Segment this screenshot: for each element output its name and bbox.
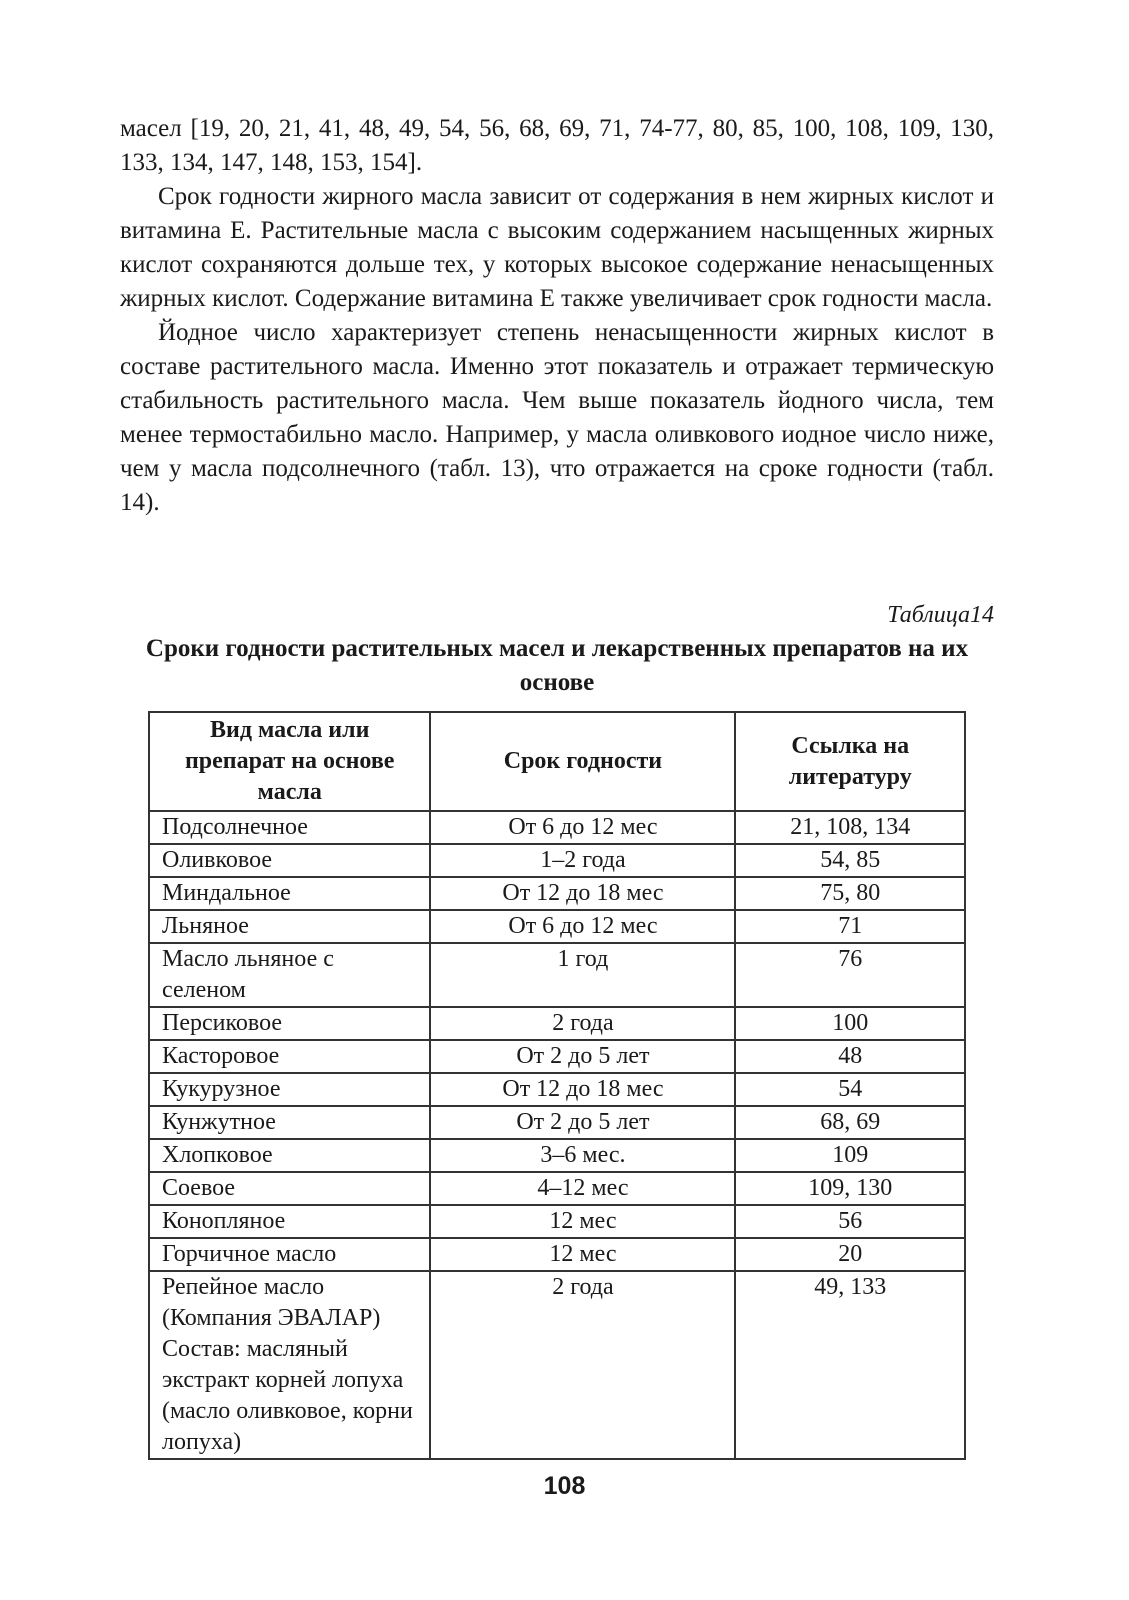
body-text [120, 112, 994, 520]
table-row [149, 1205, 965, 1238]
cell-shelf-life: От 12 до 18 мес [430, 877, 735, 910]
cell-oil-type: Конопляное [149, 1205, 430, 1238]
cell-shelf-life: 12 мес [430, 1238, 735, 1271]
shelf-life-table [148, 711, 966, 1460]
table-label: Таблица14 [887, 602, 994, 628]
cell-reference: 54, 85 [735, 844, 965, 877]
table-row [149, 877, 965, 910]
cell-reference: 68, 69 [735, 1106, 965, 1139]
cell-oil-type: Соевое [149, 1172, 430, 1205]
cell-shelf-life: 1–2 года [430, 844, 735, 877]
table-row [149, 910, 965, 943]
cell-oil-type: Льняное [149, 910, 430, 943]
cell-oil-type: Горчичное масло [149, 1238, 430, 1271]
table-row [149, 943, 965, 1007]
paragraph: масел [19, 20, 21, 41, 48, 49, 54, 56, 68, 69, 71, 74-77, 80, 85, 100, 108, 109, 130, 133, 134, 147, 148, 153, 154]. [120, 115, 994, 176]
paragraph: Йодное число характеризует степень ненасыщенности жирных кислот в составе растительного масла. Именно этот показатель и отражает термическую стабильность растительного масла. Чем выше показатель йодного числа, тем менее термостабильно масло. Например, у масла оливкового иодное число ниже, чем у масла подсолнечного (табл. 13), что отражается на сроке годности (табл. 14). [120, 319, 994, 516]
cell-oil-type: Подсолнечное [149, 811, 430, 844]
table-row [149, 1040, 965, 1073]
cell-shelf-life: 3–6 мес. [430, 1139, 735, 1172]
cell-oil-type: Миндальное [149, 877, 430, 910]
cell-shelf-life: От 2 до 5 лет [430, 1106, 735, 1139]
paragraph: Срок годности жирного масла зависит от содержания в нем жирных кислот и витамина Е. Растительные масла с высоким содержанием насыщенных жирных кислот сохраняются дольше тех, у которых высокое содержание ненасыщенных жирных кислот. Содержание витамина Е также увеличивает срок годности масла. [120, 183, 994, 312]
cell-shelf-life: 4–12 мес [430, 1172, 735, 1205]
header-shelf-life: Срок годности [430, 712, 735, 811]
cell-shelf-life: 1 год [430, 943, 735, 1007]
cell-reference: 109 [735, 1139, 965, 1172]
cell-shelf-life: 12 мес [430, 1205, 735, 1238]
cell-reference: 56 [735, 1205, 965, 1238]
cell-reference: 100 [735, 1007, 965, 1040]
cell-reference: 49, 133 [735, 1271, 965, 1459]
cell-reference: 20 [735, 1238, 965, 1271]
table-row [149, 1139, 965, 1172]
cell-shelf-life: 2 года [430, 1007, 735, 1040]
table-row [149, 811, 965, 844]
cell-shelf-life: От 2 до 5 лет [430, 1040, 735, 1073]
table-header-row [149, 712, 965, 811]
table-row [149, 1238, 965, 1271]
header-reference: Ссылка на литературу [735, 712, 965, 811]
table-row [149, 1073, 965, 1106]
cell-reference: 21, 108, 134 [735, 811, 965, 844]
table-row [149, 1106, 965, 1139]
cell-reference: 48 [735, 1040, 965, 1073]
cell-shelf-life: 2 года [430, 1271, 735, 1459]
cell-reference: 109, 130 [735, 1172, 965, 1205]
cell-shelf-life: От 6 до 12 мес [430, 910, 735, 943]
cell-oil-type: Касторовое [149, 1040, 430, 1073]
table-row [149, 844, 965, 877]
cell-oil-type: Персиковое [149, 1007, 430, 1040]
table-title: Сроки годности растительных масел и лекарственных препаратов на их основе [145, 635, 969, 696]
cell-reference: 75, 80 [735, 877, 965, 910]
cell-reference: 76 [735, 943, 965, 1007]
cell-oil-type: Кунжутное [149, 1106, 430, 1139]
table-row [149, 1007, 965, 1040]
header-oil-type: Вид масла или препарат на основе масла [149, 712, 430, 811]
cell-reference: 71 [735, 910, 965, 943]
cell-oil-type: Репейное масло (Компания ЭВАЛАР) Состав: масляный экстракт корней лопуха (масло оливковое, корни лопуха) [149, 1271, 430, 1459]
cell-oil-type: Оливковое [149, 844, 430, 877]
cell-oil-type: Кукурузное [149, 1073, 430, 1106]
table-row [149, 1271, 965, 1459]
cell-shelf-life: От 6 до 12 мес [430, 811, 735, 844]
cell-reference: 54 [735, 1073, 965, 1106]
page-number: 108 [543, 1472, 586, 1500]
cell-oil-type: Масло льняное с селеном [149, 943, 430, 1007]
table-row [149, 1172, 965, 1205]
cell-shelf-life: От 12 до 18 мес [430, 1073, 735, 1106]
cell-oil-type: Хлопковое [149, 1139, 430, 1172]
